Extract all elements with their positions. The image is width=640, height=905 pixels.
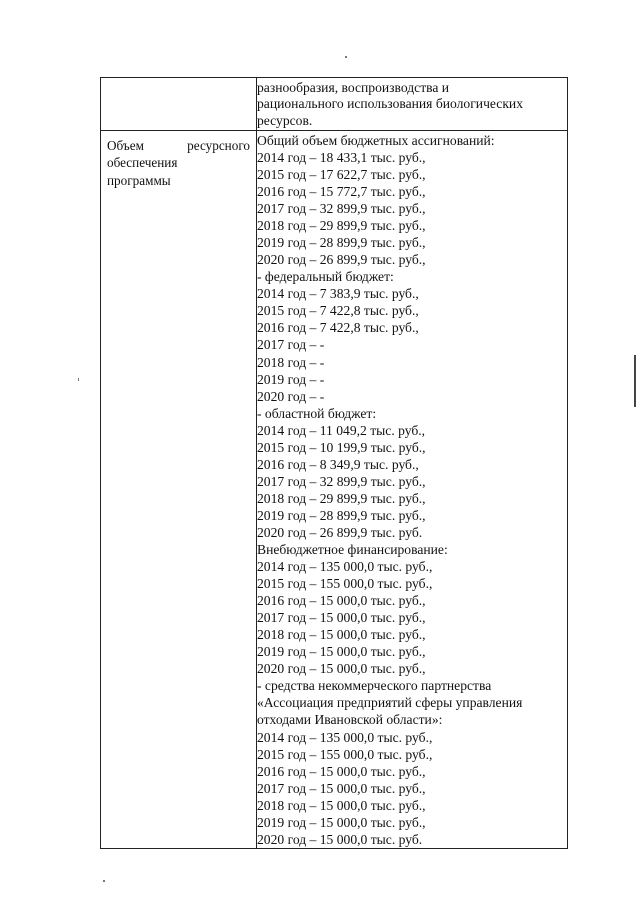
funding-line: 2020 год – - (257, 388, 325, 404)
continuation-line: ресурсов. (257, 112, 313, 128)
funding-line: 2018 год – 29 899,9 тыс. руб., (257, 490, 426, 506)
funding-line: 2018 год – 29 899,9 тыс. руб., (257, 218, 426, 234)
funding-line: 2020 год – 26 899,9 тыс. руб., (257, 252, 426, 268)
funding-line: Общий объем бюджетных ассигнований: (257, 132, 495, 148)
funding-line: 2015 год – 10 199,9 тыс. руб., (257, 439, 426, 455)
continuation-line: рационального использования биологических (257, 96, 523, 112)
funding-line: 2019 год – 28 899,9 тыс. руб., (257, 507, 426, 523)
continuation-text (257, 78, 567, 130)
label-word-2: ресурсного (187, 137, 250, 153)
funding-line: 2015 год – 7 422,8 тыс. руб., (257, 303, 419, 319)
funding-line: 2018 год – - (257, 354, 325, 370)
funding-line: - федеральный бюджет: (257, 269, 394, 285)
funding-line: 2014 год – 135 000,0 тыс. руб., (257, 729, 433, 745)
funding-line: - средства некоммерческого партнерства (257, 678, 492, 694)
funding-line: - областной бюджет: (257, 405, 377, 421)
funding-line: 2014 год – 18 433,1 тыс. руб., (257, 149, 426, 165)
funding-line: 2014 год – 11 049,2 тыс. руб., (257, 422, 426, 438)
funding-line: 2017 год – 15 000,0 тыс. руб., (257, 610, 426, 626)
funding-line: 2016 год – 7 422,8 тыс. руб., (257, 320, 419, 336)
funding-line: 2019 год – 28 899,9 тыс. руб., (257, 235, 426, 251)
continuation-line: разнообразия, воспроизводства и (257, 80, 450, 95)
resource-label (101, 131, 256, 190)
continuation-row (101, 78, 568, 131)
funding-line: 2014 год – 7 383,9 тыс. руб., (257, 286, 419, 302)
funding-line: Внебюджетное финансирование: (257, 542, 448, 558)
label-word-1: Объем (107, 137, 144, 153)
resource-value-cell (257, 130, 568, 848)
funding-line: 2015 год – 17 622,7 тыс. руб., (257, 166, 426, 182)
funding-list (257, 131, 567, 848)
funding-line: 2020 год – 15 000,0 тыс. руб. (257, 831, 423, 847)
funding-line: 2016 год – 8 349,9 тыс. руб., (257, 456, 419, 472)
funding-line: 2017 год – 32 899,9 тыс. руб., (257, 473, 426, 489)
funding-line: 2020 год – 15 000,0 тыс. руб., (257, 661, 426, 677)
scan-mark-left (78, 378, 79, 381)
funding-line: 2014 год – 135 000,0 тыс. руб., (257, 559, 433, 575)
funding-line: 2019 год – 15 000,0 тыс. руб., (257, 644, 426, 660)
scan-mark-right-edge (634, 355, 636, 407)
continuation-right-cell (257, 78, 568, 131)
funding-line: 2015 год – 155 000,0 тыс. руб., (257, 746, 433, 762)
scan-mark-bottom (103, 880, 105, 882)
continuation-left-cell (101, 78, 257, 131)
label-line-3: программы (107, 172, 171, 188)
funding-line: 2017 год – 32 899,9 тыс. руб., (257, 201, 426, 217)
funding-line: отходами Ивановской области»: (257, 712, 443, 728)
resource-row (101, 130, 568, 848)
funding-line: 2017 год – - (257, 337, 325, 353)
funding-line: «Ассоциация предприятий сферы управления (257, 695, 523, 711)
funding-line: 2019 год – 15 000,0 тыс. руб., (257, 814, 426, 830)
funding-line: 2016 год – 15 000,0 тыс. руб., (257, 593, 426, 609)
funding-line: 2016 год – 15 772,7 тыс. руб., (257, 184, 426, 200)
funding-line: 2018 год – 15 000,0 тыс. руб., (257, 627, 426, 643)
funding-line: 2019 год – - (257, 371, 325, 387)
funding-line: 2015 год – 155 000,0 тыс. руб., (257, 576, 433, 592)
funding-line: 2016 год – 15 000,0 тыс. руб., (257, 763, 426, 779)
funding-line: 2017 год – 15 000,0 тыс. руб., (257, 780, 426, 796)
program-passport-table (100, 77, 568, 849)
resource-label-cell (101, 130, 257, 848)
funding-line: 2018 год – 15 000,0 тыс. руб., (257, 797, 426, 813)
funding-line: 2020 год – 26 899,9 тыс. руб. (257, 524, 423, 540)
label-line-2: обеспечения (107, 155, 178, 171)
scan-mark-top (345, 56, 347, 58)
